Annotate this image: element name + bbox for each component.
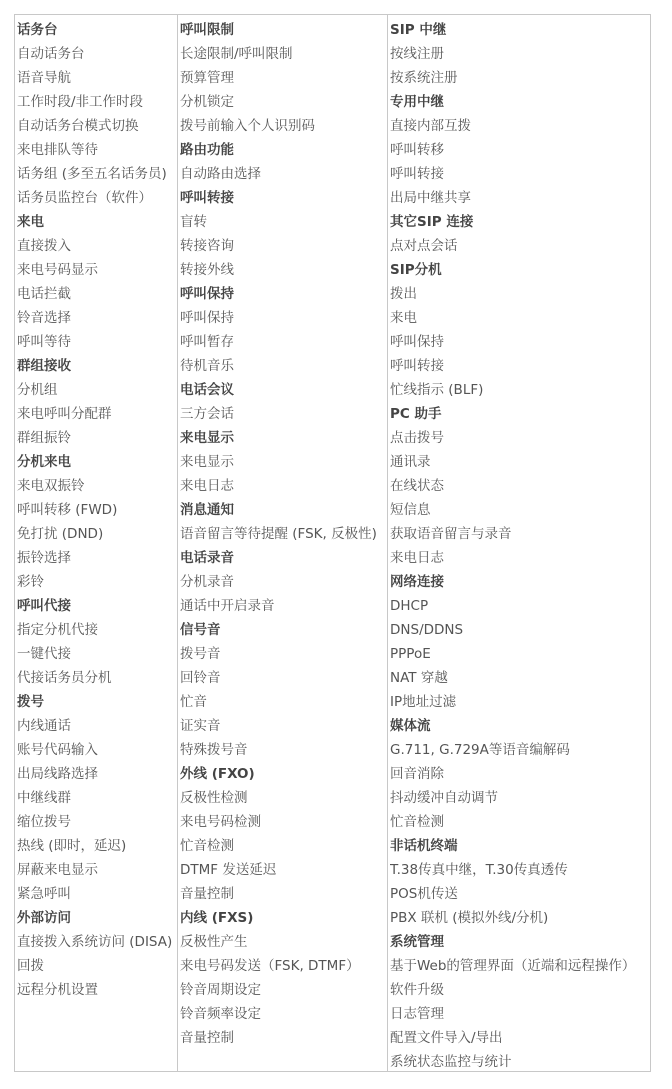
section-heading: 呼叫代接 bbox=[17, 598, 71, 614]
feature-item: 拨出 bbox=[390, 286, 417, 302]
feature-item: 转接咨询 bbox=[180, 238, 234, 254]
feature-item: 直接拨入 bbox=[17, 238, 71, 254]
feature-item: 通话中开启录音 bbox=[180, 598, 275, 614]
section-heading: 信号音 bbox=[180, 622, 221, 638]
feature-table bbox=[14, 14, 651, 1072]
feature-item: 在线状态 bbox=[390, 478, 444, 494]
section-heading: 电话会议 bbox=[180, 382, 234, 398]
feature-item: 短信息 bbox=[390, 502, 431, 518]
feature-item: 免打扰 (DND) bbox=[17, 526, 104, 542]
feature-item: 基于Web的管理界面（近端和远程操作） bbox=[390, 958, 636, 974]
feature-item: IP地址过滤 bbox=[390, 694, 457, 710]
section-heading: 外部访问 bbox=[17, 910, 71, 926]
feature-column-1 bbox=[15, 15, 178, 1071]
feature-item: 中继线群 bbox=[17, 790, 71, 806]
section-heading: 其它SIP 连接 bbox=[390, 214, 474, 230]
feature-item: 账号代码输入 bbox=[17, 742, 98, 758]
feature-item: 自动话务台模式切换 bbox=[17, 118, 139, 134]
feature-item: 长途限制/呼叫限制 bbox=[180, 46, 293, 62]
feature-item: 拨号前输入个人识别码 bbox=[180, 118, 315, 134]
feature-item: 忙音检测 bbox=[390, 814, 444, 830]
feature-item: 反极性产生 bbox=[180, 934, 248, 950]
feature-item: 铃音频率设定 bbox=[180, 1006, 261, 1022]
feature-column-3 bbox=[388, 15, 650, 1071]
feature-item: 呼叫转接 bbox=[390, 166, 444, 182]
feature-item: 代接话务员分机 bbox=[17, 670, 112, 686]
feature-item: 呼叫转移 (FWD) bbox=[17, 502, 118, 518]
feature-item: 特殊拨号音 bbox=[180, 742, 248, 758]
section-heading: 外线 (FXO) bbox=[180, 766, 255, 782]
feature-item: 点对点会话 bbox=[390, 238, 458, 254]
feature-item: 话务员监控台（软件） bbox=[17, 190, 152, 206]
feature-item: 点击拨号 bbox=[390, 430, 444, 446]
feature-item: T.38传真中继，T.30传真透传 bbox=[390, 862, 568, 878]
feature-item: G.711, G.729A等语音编解码 bbox=[390, 742, 570, 758]
feature-item: 群组振铃 bbox=[17, 430, 71, 446]
feature-item: 拨号音 bbox=[180, 646, 221, 662]
feature-item: 分机锁定 bbox=[180, 94, 234, 110]
feature-item: 音量控制 bbox=[180, 1030, 234, 1046]
section-heading: 系统管理 bbox=[390, 934, 444, 950]
feature-item: 配置文件导入/导出 bbox=[390, 1030, 503, 1046]
feature-item: NAT 穿越 bbox=[390, 670, 448, 686]
feature-item: 出局中继共享 bbox=[390, 190, 471, 206]
feature-item: 出局线路选择 bbox=[17, 766, 98, 782]
feature-item: 系统状态监控与统计 bbox=[390, 1054, 512, 1070]
feature-item: 呼叫转接 bbox=[390, 358, 444, 374]
feature-item: 回拨 bbox=[17, 958, 44, 974]
section-heading: SIP 中继 bbox=[390, 22, 447, 38]
feature-item: 紧急呼叫 bbox=[17, 886, 71, 902]
section-heading: 话务台 bbox=[17, 22, 58, 38]
section-heading: 拨号 bbox=[17, 694, 44, 710]
feature-item: PPPoE bbox=[390, 646, 431, 662]
feature-item: 呼叫转移 bbox=[390, 142, 444, 158]
section-heading: SIP分机 bbox=[390, 262, 442, 278]
feature-item: 音量控制 bbox=[180, 886, 234, 902]
feature-item: POS机传送 bbox=[390, 886, 458, 902]
feature-item: 呼叫等待 bbox=[17, 334, 71, 350]
section-heading: 呼叫转接 bbox=[180, 190, 234, 206]
feature-item: 一键代接 bbox=[17, 646, 71, 662]
section-heading: 来电 bbox=[17, 214, 44, 230]
feature-item: 呼叫暂存 bbox=[180, 334, 234, 350]
feature-item: 振铃选择 bbox=[17, 550, 71, 566]
feature-item: 彩铃 bbox=[17, 574, 44, 590]
feature-item: 盲转 bbox=[180, 214, 207, 230]
feature-item: 来电呼叫分配群 bbox=[17, 406, 112, 422]
section-heading: 非话机终端 bbox=[390, 838, 458, 854]
feature-item: 忙线指示 (BLF) bbox=[390, 382, 484, 398]
feature-column-2 bbox=[178, 15, 388, 1071]
feature-item: 回音消除 bbox=[390, 766, 444, 782]
feature-item: 呼叫保持 bbox=[390, 334, 444, 350]
feature-item: 热线 (即时，延迟) bbox=[17, 838, 127, 854]
section-heading: 媒体流 bbox=[390, 718, 431, 734]
feature-item: DNS/DDNS bbox=[390, 622, 464, 638]
feature-item: 语音留言等待提醒 (FSK, 反极性) bbox=[180, 526, 377, 542]
feature-item: 电话拦截 bbox=[17, 286, 71, 302]
feature-item: 指定分机代接 bbox=[17, 622, 98, 638]
section-heading: 群组接收 bbox=[17, 358, 71, 374]
feature-item: 话务组 (多至五名话务员) bbox=[17, 166, 167, 182]
section-heading: 内线 (FXS) bbox=[180, 910, 254, 926]
feature-item: 待机音乐 bbox=[180, 358, 234, 374]
feature-item: 预算管理 bbox=[180, 70, 234, 86]
feature-item: 呼叫保持 bbox=[180, 310, 234, 326]
feature-item: 远程分机设置 bbox=[17, 982, 98, 998]
section-heading: PC 助手 bbox=[390, 406, 442, 422]
feature-item: 忙音 bbox=[180, 694, 207, 710]
feature-item: 铃音周期设定 bbox=[180, 982, 261, 998]
section-heading: 呼叫限制 bbox=[180, 22, 234, 38]
feature-item: 语音导航 bbox=[17, 70, 71, 86]
feature-item: 来电日志 bbox=[180, 478, 234, 494]
feature-item: 来电 bbox=[390, 310, 417, 326]
feature-item: 内线通话 bbox=[17, 718, 71, 734]
feature-item: 反极性检测 bbox=[180, 790, 248, 806]
section-heading: 网络连接 bbox=[390, 574, 444, 590]
feature-item: 自动路由选择 bbox=[180, 166, 261, 182]
feature-item: 通讯录 bbox=[390, 454, 431, 470]
section-heading: 路由功能 bbox=[180, 142, 234, 158]
feature-item: 分机录音 bbox=[180, 574, 234, 590]
feature-item: 忙音检测 bbox=[180, 838, 234, 854]
feature-item: 铃音选择 bbox=[17, 310, 71, 326]
feature-item: 日志管理 bbox=[390, 1006, 444, 1022]
feature-item: 来电显示 bbox=[180, 454, 234, 470]
feature-item: 工作时段/非工作时段 bbox=[17, 94, 144, 110]
section-heading: 分机来电 bbox=[17, 454, 71, 470]
feature-item: 来电号码显示 bbox=[17, 262, 98, 278]
feature-item: 按系统注册 bbox=[390, 70, 458, 86]
feature-item: 转接外线 bbox=[180, 262, 234, 278]
feature-item: 三方会话 bbox=[180, 406, 234, 422]
feature-item: 来电日志 bbox=[390, 550, 444, 566]
feature-item: 自动话务台 bbox=[17, 46, 85, 62]
feature-item: 按线注册 bbox=[390, 46, 444, 62]
feature-item: 回铃音 bbox=[180, 670, 221, 686]
feature-item: 获取语音留言与录音 bbox=[390, 526, 512, 542]
feature-item: 来电双振铃 bbox=[17, 478, 85, 494]
feature-item: DTMF 发送延迟 bbox=[180, 862, 277, 878]
feature-item: 直接拨入系统访问 (DISA) bbox=[17, 934, 173, 950]
feature-item: 直接内部互拨 bbox=[390, 118, 471, 134]
section-heading: 电话录音 bbox=[180, 550, 234, 566]
feature-item: 抖动缓冲自动调节 bbox=[390, 790, 498, 806]
feature-item: 屏蔽来电显示 bbox=[17, 862, 98, 878]
section-heading: 来电显示 bbox=[180, 430, 234, 446]
feature-item: 分机组 bbox=[17, 382, 58, 398]
section-heading: 呼叫保持 bbox=[180, 286, 234, 302]
feature-item: DHCP bbox=[390, 598, 429, 614]
section-heading: 专用中继 bbox=[390, 94, 444, 110]
section-heading: 消息通知 bbox=[180, 502, 234, 518]
feature-item: 来电排队等待 bbox=[17, 142, 98, 158]
feature-item: 缩位拨号 bbox=[17, 814, 71, 830]
feature-item: 软件升级 bbox=[390, 982, 444, 998]
feature-item: 证实音 bbox=[180, 718, 221, 734]
feature-item: PBX 联机 (模拟外线/分机) bbox=[390, 910, 549, 926]
feature-item: 来电号码发送（FSK, DTMF） bbox=[180, 958, 360, 974]
feature-item: 来电号码检测 bbox=[180, 814, 261, 830]
